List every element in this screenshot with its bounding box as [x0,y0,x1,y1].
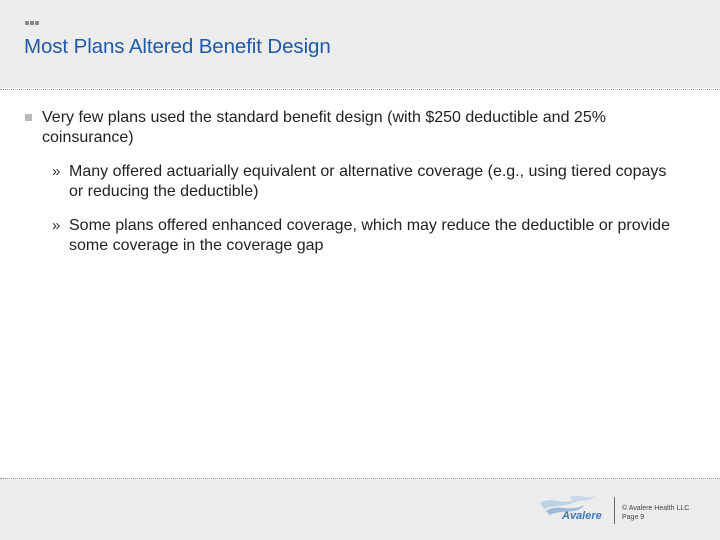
bullet-text: Very few plans used the standard benefit design (with $250 deductible and 25% coinsurance) [42,109,606,146]
header-divider [0,89,720,90]
footer-divider [0,478,720,479]
footer-separator [614,497,615,524]
copyright-text: © Avalere Health LLC [622,505,690,512]
sub-bullet-item [52,162,682,202]
chevron-bullet-icon: » [52,163,61,180]
sub-bullet-text: Many offered actuarially equivalent or alternative coverage (e.g., using tiered copays or reducing the deductible) [69,163,667,200]
sub-bullet-text: Some plans offered enhanced coverage, which may reduce the deductible or provide some coverage in the coverage gap [69,217,670,254]
footer-band [0,478,720,540]
square-bullet-icon [25,114,32,121]
header-band [0,0,720,88]
header-dots-icon [25,21,39,25]
page-number: Page 9 [622,514,645,521]
chevron-bullet-icon: » [52,217,61,234]
page-title: Most Plans Altered Benefit Design [24,35,331,58]
footer-copyright [622,504,689,522]
bullet-item [25,108,665,148]
logo-wordmark: Avalere [562,510,602,522]
sub-bullet-item [52,216,682,256]
